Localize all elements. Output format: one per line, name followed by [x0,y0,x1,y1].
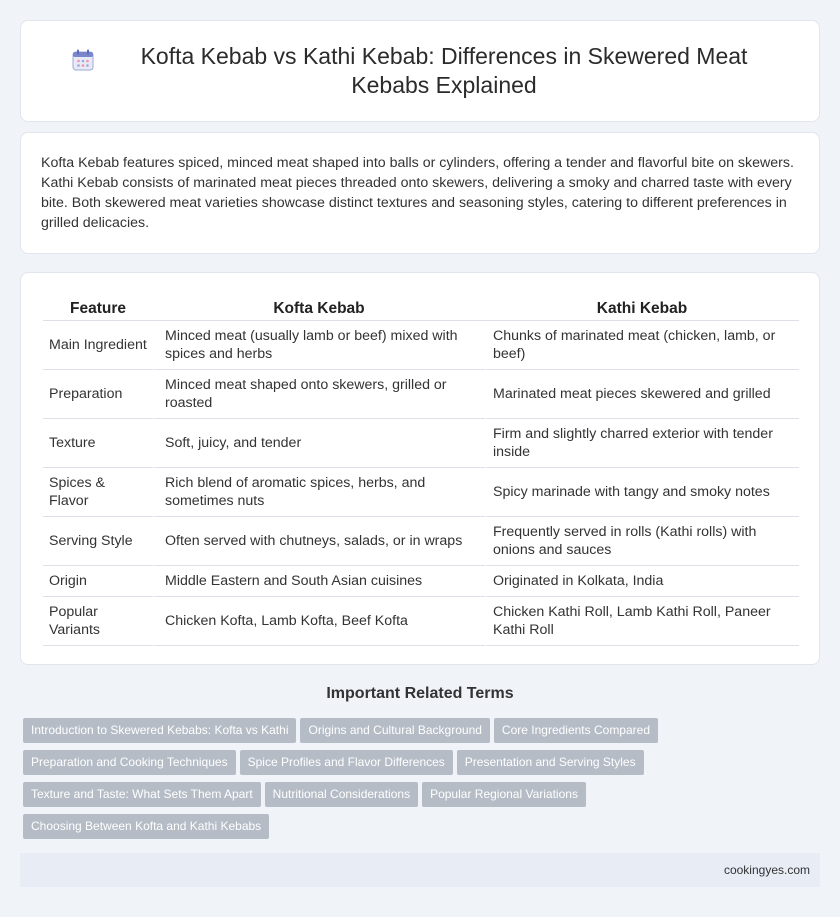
table-row [43,321,799,370]
table-row [43,597,799,646]
row-kofta: Rich blend of aromatic spices, herbs, and sometimes nuts [153,468,485,517]
row-feature: Main Ingredient [43,321,153,370]
related-terms-title: Important Related Terms [326,685,514,702]
row-kofta: Chicken Kofta, Lamb Kofta, Beef Kofta [153,597,485,646]
row-kofta: Soft, juicy, and tender [153,419,485,468]
footer [20,853,820,887]
row-feature: Serving Style [43,517,153,566]
row-feature: Spices & Flavor [43,468,153,517]
row-kathi: Firm and slightly charred exterior with tender inside [485,419,799,468]
row-kathi: Marinated meat pieces skewered and grilled [485,370,799,419]
row-feature: Preparation [43,370,153,419]
row-kathi: Spicy marinade with tangy and smoky notes [485,468,799,517]
table-row [43,566,799,597]
row-feature: Origin [43,566,153,597]
intro-text: Kofta Kebab features spiced, minced meat shaped into balls or cylinders, offering a tender and flavorful bite on skewers. Kathi Kebab consists of marinated meat pieces threaded onto skewers, delivering a smoky and charred taste with every bite. Both skewered meat varieties showcase distinct textures and seasoning styles, catering to different preferences in grilled delicacies. [41,155,794,231]
footer-site[interactable]: cookingyes.com [723,863,810,877]
row-kathi: Originated in Kolkata, India [485,566,799,597]
table-row [43,370,799,419]
related-tag[interactable]: Nutritional Considerations [265,782,418,807]
related-tag[interactable]: Preparation and Cooking Techniques [23,750,236,775]
table-row [43,419,799,468]
header-card [20,20,820,122]
comparison-card [20,272,820,665]
header-feature: Feature [43,295,153,321]
calendar-icon [71,48,95,72]
row-kofta: Middle Eastern and South Asian cuisines [153,566,485,597]
row-kofta: Minced meat shaped onto skewers, grilled or roasted [153,370,485,419]
related-tag[interactable]: Texture and Taste: What Sets Them Apart [23,782,261,807]
related-tag[interactable]: Choosing Between Kofta and Kathi Kebabs [23,814,269,839]
row-kathi: Frequently served in rolls (Kathi rolls) with onions and sauces [485,517,799,566]
related-tag[interactable]: Presentation and Serving Styles [457,750,644,775]
row-kathi: Chicken Kathi Roll, Lamb Kathi Roll, Paneer Kathi Roll [485,597,799,646]
related-tag[interactable]: Introduction to Skewered Kebabs: Kofta vs Kathi [23,718,296,743]
related-terms-tags [23,718,723,846]
row-kathi: Chunks of marinated meat (chicken, lamb, or beef) [485,321,799,370]
header-kathi: Kathi Kebab [485,295,799,321]
title-wrap [31,42,809,100]
row-feature: Popular Variants [43,597,153,646]
related-tag[interactable]: Spice Profiles and Flavor Differences [240,750,453,775]
intro-card [20,132,820,254]
page-title: Kofta Kebab vs Kathi Kebab: Differences in Skewered Meat Kebabs Explained [140,43,748,98]
table-row [43,517,799,566]
related-tag[interactable]: Popular Regional Variations [422,782,586,807]
row-kofta: Minced meat (usually lamb or beef) mixed with spices and herbs [153,321,485,370]
row-feature: Texture [43,419,153,468]
table-row [43,468,799,517]
table-header-row [43,295,799,321]
comparison-table [43,295,799,646]
row-kofta: Often served with chutneys, salads, or in wraps [153,517,485,566]
related-tag[interactable]: Core Ingredients Compared [494,718,658,743]
related-tag[interactable]: Origins and Cultural Background [300,718,489,743]
header-kofta: Kofta Kebab [153,295,485,321]
